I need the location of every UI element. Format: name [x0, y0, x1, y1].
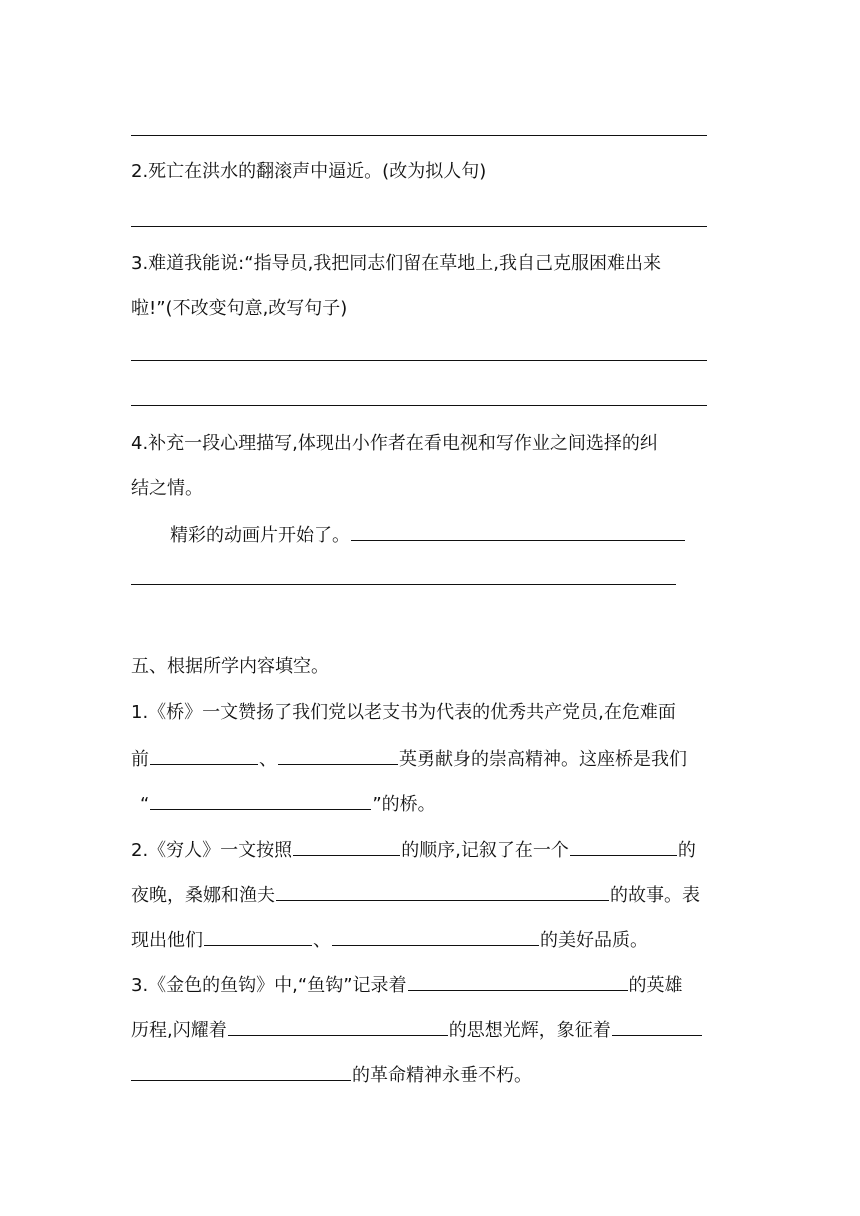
section-5-heading: 五、根据所学内容填空。 [131, 656, 329, 677]
answer-blank[interactable] [570, 837, 677, 856]
text: 3.《金色的鱼钩》中,“鱼钩”记录着 [131, 975, 407, 996]
answer-blank[interactable] [293, 837, 400, 856]
text: 2.《穷人》一文按照 [131, 840, 293, 861]
question-2: 2.死亡在洪水的翻滚声中逼近。(改为拟人句) [131, 161, 487, 182]
text: 、 [313, 930, 331, 951]
s5-question-3-line3 [131, 1062, 532, 1088]
s5-question-3-line2 [131, 1017, 703, 1043]
text: 的顺序,记叙了在一个 [401, 840, 569, 861]
text: 的革命精神永垂不朽。 [352, 1065, 532, 1086]
s5-question-2-line1 [131, 837, 696, 863]
question-4-line2: 结之情。 [131, 478, 203, 499]
text: 前 [131, 749, 149, 770]
text: 的英雄 [628, 975, 683, 996]
text: 的美好品质。 [540, 930, 648, 951]
answer-line[interactable] [131, 226, 707, 227]
question-3-line1: 3.难道我能说:“指导员,我把同志们留在草地上,我自己克服困难出来 [131, 253, 662, 274]
text: ”的桥。 [372, 794, 436, 815]
question-4-line1: 4.补充一段心理描写,体现出小作者在看电视和写作业之间选择的纠 [131, 433, 658, 454]
answer-blank[interactable] [204, 927, 312, 946]
text: 、 [259, 749, 277, 770]
s5-question-1-line3 [140, 791, 436, 817]
text: 的故事。表 [610, 885, 700, 906]
text: 夜晚，桑娜和渔夫 [131, 885, 275, 906]
answer-blank[interactable] [131, 1062, 351, 1081]
answer-blank[interactable] [278, 746, 398, 765]
answer-blank[interactable] [612, 1017, 702, 1036]
answer-line[interactable] [131, 405, 707, 406]
answer-line[interactable] [131, 360, 707, 361]
question-4-start [170, 522, 686, 548]
text: 历程,闪耀着 [131, 1020, 227, 1041]
question-4-prompt: 精彩的动画片开始了。 [170, 525, 350, 546]
answer-line[interactable] [131, 584, 676, 585]
s5-question-2-line3 [131, 927, 648, 953]
answer-blank[interactable] [150, 746, 258, 765]
text: 英勇献身的崇高精神。这座桥是我们 [399, 749, 687, 770]
s5-question-2-line2 [131, 882, 700, 908]
answer-blank[interactable] [332, 927, 539, 946]
s5-question-3-line1 [131, 972, 683, 998]
text: 的 [677, 840, 696, 861]
answer-blank[interactable] [408, 972, 628, 991]
answer-blank[interactable] [276, 882, 609, 901]
answer-blank[interactable] [351, 522, 685, 541]
s5-question-1-line2 [131, 746, 687, 772]
text: “ [140, 794, 150, 815]
answer-blank[interactable] [150, 791, 371, 810]
question-3-line2: 啦!”(不改变句意,改写句子) [131, 298, 348, 319]
answer-blank[interactable] [228, 1017, 448, 1036]
text: 的思想光辉，象征着 [448, 1020, 611, 1041]
text: 现出他们 [131, 930, 203, 951]
answer-line[interactable] [131, 135, 707, 136]
s5-question-1-line1: 1.《桥》一文赞扬了我们党以老支书为代表的优秀共产党员,在危难面 [131, 702, 676, 723]
